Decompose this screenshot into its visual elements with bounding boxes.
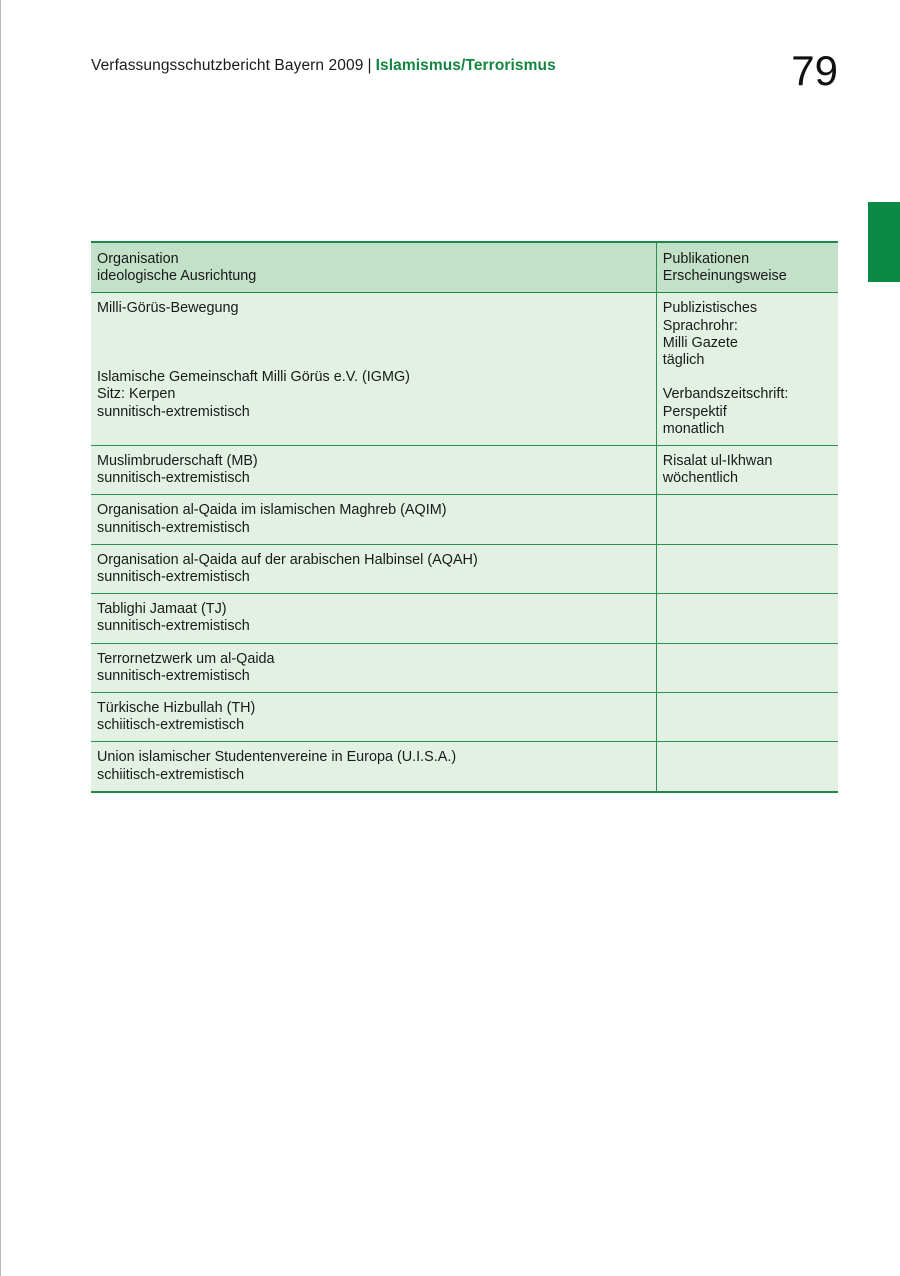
header-cell-organisation	[91, 242, 656, 293]
pub-cell-empty	[656, 544, 838, 593]
table-row	[91, 495, 838, 544]
report-title: Verfassungsschutzbericht Bayern 2009	[91, 57, 364, 74]
pub-cell-empty	[656, 594, 838, 643]
org-ideology: sunnitisch-extremistisch	[97, 569, 250, 586]
table-row	[91, 693, 838, 742]
org-ideology: schiitisch-extremistisch	[97, 717, 245, 734]
pub-frequency: wöchentlich	[662, 470, 738, 487]
org-name: Milli-Görüs-Bewegung	[97, 300, 239, 317]
table-row	[91, 742, 838, 792]
org-cell	[91, 643, 656, 692]
table-row	[91, 446, 838, 495]
org-cell	[91, 544, 656, 593]
org-name: Türkische Hizbullah (TH)	[97, 700, 256, 717]
org-cell	[91, 293, 656, 446]
org-ideology: sunnitisch-extremistisch	[97, 519, 250, 536]
pub1-label-line2: Sprachrohr:	[662, 317, 738, 334]
table-row	[91, 293, 838, 446]
pub2-label: Verbandszeitschrift:	[662, 386, 789, 403]
header-cell-publications	[656, 242, 838, 293]
pub-cell-empty	[656, 742, 838, 792]
header-separator: |	[367, 57, 372, 74]
table-row	[91, 544, 838, 593]
page-edge-rule	[0, 0, 1, 1276]
org-ideology: sunnitisch-extremistisch	[97, 667, 250, 684]
pub2-title: Perspektif	[662, 403, 727, 420]
organisations-table	[91, 241, 838, 793]
org-name: Tablighi Jamaat (TJ)	[97, 601, 227, 618]
org-cell	[91, 446, 656, 495]
pub-title: Risalat ul-Ikhwan	[662, 453, 773, 470]
pub-cell-empty	[656, 693, 838, 742]
org-ideology: sunnitisch-extremistisch	[97, 618, 250, 635]
org-name: Organisation al-Qaida im islamischen Maghreb (AQIM)	[97, 502, 447, 519]
org-cell	[91, 742, 656, 792]
running-header	[91, 57, 556, 75]
org-name: Organisation al-Qaida auf der arabischen Halbinsel (AQAH)	[97, 551, 478, 568]
pub1-frequency: täglich	[662, 352, 705, 369]
org-seat: Sitz: Kerpen	[97, 386, 176, 403]
org-cell	[91, 594, 656, 643]
pub-cell-empty	[656, 495, 838, 544]
header-col2-line2: Erscheinungsweise	[662, 268, 787, 285]
org-cell	[91, 693, 656, 742]
pub1-title: Milli Gazete	[662, 334, 738, 351]
org-ideology: schiitisch-extremistisch	[97, 766, 245, 783]
org-cell	[91, 495, 656, 544]
table-row	[91, 594, 838, 643]
chapter-tab-marker	[868, 202, 900, 282]
table-row	[91, 643, 838, 692]
org-ideology: sunnitisch-extremistisch	[97, 403, 250, 420]
org-sub-name: Islamische Gemeinschaft Milli Görüs e.V. (IGMG)	[97, 369, 410, 386]
org-name: Union islamischer Studentenvereine in Europa (U.I.S.A.)	[97, 749, 457, 766]
pub2-frequency: monatlich	[662, 420, 725, 437]
page-number: 79	[791, 47, 838, 94]
header-col1-line2: ideologische Ausrichtung	[97, 268, 257, 285]
section-title: Islamismus/Terrorismus	[375, 57, 556, 74]
header-col1-line1: Organisation	[97, 251, 179, 267]
org-name: Terrornetzwerk um al-Qaida	[97, 650, 275, 667]
pub1-label-line1: Publizistisches	[662, 300, 758, 317]
org-ideology: sunnitisch-extremistisch	[97, 470, 250, 487]
pub-cell	[656, 446, 838, 495]
pub-cell	[656, 293, 838, 446]
pub-cell-empty	[656, 643, 838, 692]
table-header-row	[91, 242, 838, 293]
header-col2-line1: Publikationen	[662, 251, 750, 267]
org-name: Muslimbruderschaft (MB)	[97, 453, 258, 470]
